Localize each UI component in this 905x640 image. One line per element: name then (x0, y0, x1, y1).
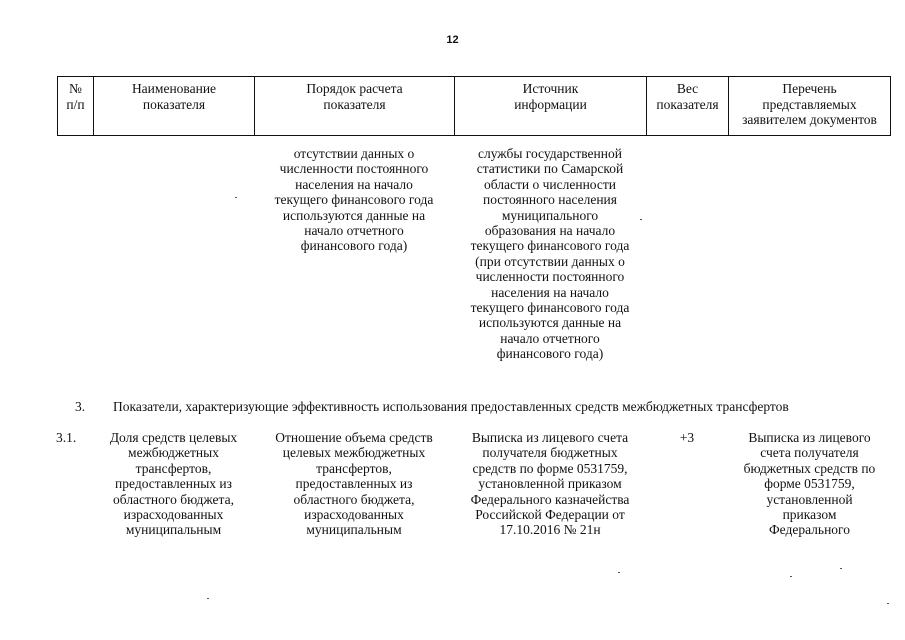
row-3-1-name: Доля средств целевых межбюджетных трансфертов, предоставленных из областного бюджета, израсходованных муниципальным (109, 430, 238, 538)
header-cell-source (454, 76, 646, 136)
scan-speck (207, 598, 209, 599)
header-cell-name (93, 76, 254, 136)
scan-speck (790, 576, 792, 577)
header-name-label: Наименование показателя (131, 81, 217, 112)
header-cell-calc (254, 76, 454, 136)
scan-speck (640, 219, 642, 220)
header-cell-docs (728, 76, 891, 136)
header-source-label: Источник информации (514, 81, 587, 112)
header-cell-num (57, 76, 93, 136)
row-3-1-calc: Отношение объема средств целевых межбюджетных трансфертов, предоставленных из областного бюджета, израсходованных муниципальным (275, 430, 433, 538)
page-number: 12 (446, 34, 459, 46)
scan-speck (887, 603, 889, 604)
continuation-calc-text: отсутствии данных о численности постоянного населения на начало текущего финансового года используются данные на начало отчетного финансового года) (274, 146, 434, 254)
section-number: 3. (75, 399, 86, 414)
row-3-1-number: 3.1. (56, 430, 77, 445)
row-3-1-weight: +3 (679, 430, 695, 445)
header-cell-weight (646, 76, 728, 136)
scan-speck (235, 197, 237, 198)
header-calc-label: Порядок расчета показателя (306, 81, 403, 112)
continuation-source-text: службы государственной статистики по Самарской области о численности постоянного населения муниципального образования на начало текущего финансового года (при отсутствии данных о численности постоянного населения на начало текущего финансового года используются данные на начало отчетного финансового года) (470, 146, 630, 362)
section-title: Показатели, характеризующие эффективность использования предоставленных средств межбюджетных трансфертов (113, 399, 789, 414)
header-weight-label: Вес показателя (656, 81, 719, 112)
scan-speck (840, 568, 842, 569)
row-3-1-docs: Выписка из лицевого счета получателя бюджетных средств по форме 0531759, установленной приказом Федерального (743, 430, 876, 538)
row-3-1-source: Выписка из лицевого счета получателя бюджетных средств по форме 0531759, установленной приказом Федерального казначейства Российской Федерации от 17.10.2016 № 21н (470, 430, 630, 538)
header-num-label: № п/п (66, 81, 85, 112)
header-docs-label: Перечень представляемых заявителем документов (742, 81, 877, 128)
scan-speck (618, 572, 620, 573)
